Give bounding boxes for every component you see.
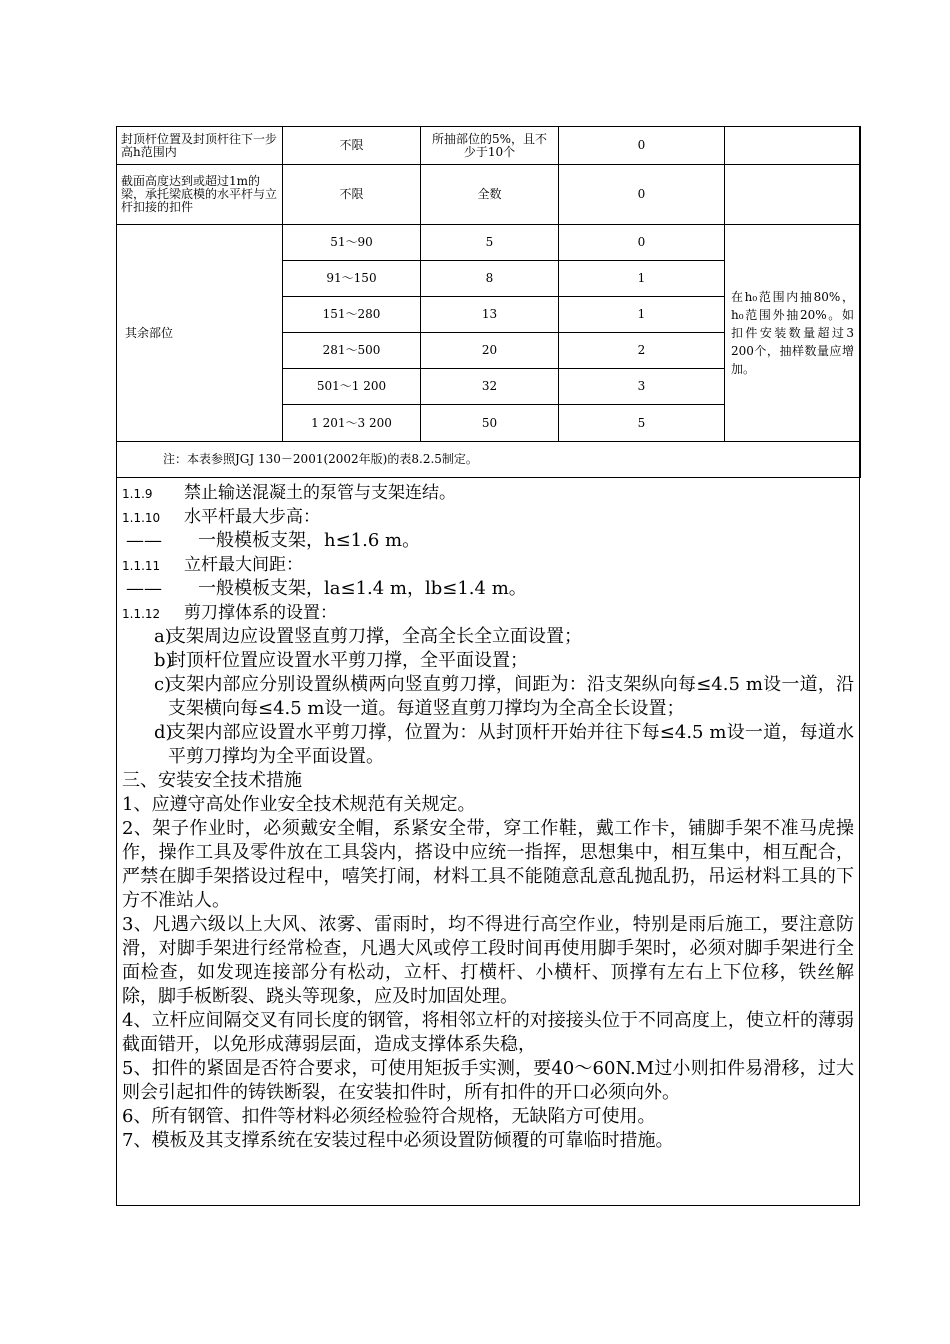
allow-cell: 1 xyxy=(559,261,725,297)
section-number: 1.1.10 xyxy=(122,511,161,525)
sample-cell: 8 xyxy=(421,261,559,297)
list-text: 支架周边应设置竖直剪刀撑，全高全长全立面设置； xyxy=(168,626,582,647)
measure-item: 5、扣件的紧固是否符合要求，可使用矩扳手实测，要40～60N.M过小则扣件易滑移，过大则会引起扣件的铸铁断裂，在安装扣件时，所有扣件的开口必须向外。 xyxy=(122,1058,854,1103)
section-title: 水平杆最大步高： xyxy=(184,507,320,527)
dash-marker: —— xyxy=(126,578,162,599)
allow-cell: 5 xyxy=(559,405,725,442)
allow-cell: 0 xyxy=(559,127,725,165)
measure-item: 3、凡遇六级以上大风、浓雾、雷雨时，均不得进行高空作业，特别是雨后施工，要注意防滑，对脚手架进行经常检查，凡遇大风或停工段时间再使用脚手架时，必须对脚手架进行全面检查，如发现连接部分有松动，立杆、打横杆、小横杆、顶撑有左右上下位移，铁丝解除，脚手板断裂、跷头等现象，应及时加固处理。 xyxy=(122,914,854,1007)
list-item xyxy=(122,721,854,769)
list-item xyxy=(122,649,854,673)
sample-cell: 所抽部位的5%，且不少于10个 xyxy=(421,127,559,165)
allow-cell: 2 xyxy=(559,333,725,369)
measures-heading: 三、安装安全技术措施 xyxy=(122,770,302,791)
sample-cell: 13 xyxy=(421,297,559,333)
section-number: 1.1.9 xyxy=(122,487,153,501)
fastener-inspection-table xyxy=(116,126,861,478)
section-heading xyxy=(122,553,854,577)
measure-item: 4、立杆应间隔交叉有同长度的钢管，将相邻立杆的对接接头位于不同高度上，使立杆的薄弱截面错开，以免形成薄弱层面，造成支撑体系失稳， xyxy=(122,1010,854,1055)
dash-item xyxy=(122,577,854,601)
list-text: 支架内部应设置水平剪刀撑，位置为：从封顶杆开始并往下每≤4.5 m设一道，每道水平剪刀撑均为全平面设置。 xyxy=(168,722,854,767)
section-title: 禁止输送混凝土的泵管与支架连结。 xyxy=(184,483,456,503)
list-letter: d) xyxy=(154,722,173,743)
amount-cell: 91～150 xyxy=(283,261,421,297)
position-cell: 截面高度达到或超过1m的梁，承托梁底模的水平杆与立杆扣接的扣件 xyxy=(117,165,283,225)
amount-cell: 1 201～3 200 xyxy=(283,405,421,442)
allow-cell: 3 xyxy=(559,369,725,405)
list-text: 封顶杆位置应设置水平剪刀撑，全平面设置； xyxy=(168,650,528,671)
allow-cell: 0 xyxy=(559,225,725,261)
list-letter: a) xyxy=(154,626,172,647)
dash-text: 一般模板支架，h≤1.6 m。 xyxy=(198,530,421,551)
measure-item: 2、架子作业时，必须戴安全帽，系紧安全带，穿工作鞋，戴工作卡，铺脚手架不准马虎操作，操作工具及零件放在工具袋内，搭设中应统一指挥，思想集中，相互集中，相互配合，严禁在脚手架搭设过程中，嘻笑打闹，材料工具不能随意乱意乱抛乱扔，吊运材料工具的下方不准站人。 xyxy=(122,818,854,911)
section-number: 1.1.12 xyxy=(122,607,161,621)
dash-item xyxy=(122,529,854,553)
section-number: 1.1.11 xyxy=(122,559,161,573)
other-parts-cell: 其余部位 xyxy=(117,225,283,442)
list-letter: c) xyxy=(154,674,172,695)
list-item xyxy=(122,625,854,649)
empty-cell xyxy=(725,127,861,165)
sample-cell: 50 xyxy=(421,405,559,442)
measure-item: 6、所有钢管、扣件等材料必须经检验符合规格，无缺陷方可使用。 xyxy=(122,1106,656,1127)
table-note: 注：本表参照JGJ 130－2001(2002年版)的表8.2.5制定。 xyxy=(117,442,861,478)
table-row xyxy=(117,442,861,478)
table-row xyxy=(117,165,861,225)
table-row xyxy=(117,225,861,261)
body-text xyxy=(122,481,854,1153)
section-title: 立杆最大间距： xyxy=(184,555,303,575)
section-heading xyxy=(122,505,854,529)
dash-text: 一般模板支架，la≤1.4 m，lb≤1.4 m。 xyxy=(198,578,527,599)
amount-cell: 151～280 xyxy=(283,297,421,333)
section-heading xyxy=(122,481,854,505)
sample-cell: 5 xyxy=(421,225,559,261)
dash-marker: —— xyxy=(126,530,162,551)
amount-cell: 501～1 200 xyxy=(283,369,421,405)
sample-cell: 32 xyxy=(421,369,559,405)
list-item xyxy=(122,673,854,721)
list-letter: b) xyxy=(154,650,173,671)
amount-cell: 281～500 xyxy=(283,333,421,369)
allow-cell: 0 xyxy=(559,165,725,225)
list-text: 支架内部应分别设置纵横两向竖直剪刀撑，间距为：沿支架纵向每≤4.5 m设一道，沿支架横向每≤4.5 m设一道。每道竖直剪刀撑均为全高全长设置； xyxy=(168,674,854,719)
allow-cell: 1 xyxy=(559,297,725,333)
empty-cell xyxy=(725,165,861,225)
measure-item: 7、模板及其支撑系统在安装过程中必须设置防倾覆的可靠临时措施。 xyxy=(122,1130,674,1151)
section-title: 剪刀撑体系的设置： xyxy=(184,603,337,623)
position-cell: 封顶杆位置及封顶杆往下一步高h范围内 xyxy=(117,127,283,165)
sample-cell: 全数 xyxy=(421,165,559,225)
sample-cell: 20 xyxy=(421,333,559,369)
remark-cell: 在h₀范围内抽80%，h₀范围外抽20%。如扣件安装数量超过3 200个，抽样数量应增加。 xyxy=(725,225,861,442)
amount-cell: 不限 xyxy=(283,165,421,225)
amount-cell: 51～90 xyxy=(283,225,421,261)
section-heading xyxy=(122,601,854,625)
table-row xyxy=(117,127,861,165)
amount-cell: 不限 xyxy=(283,127,421,165)
measure-item: 1、应遵守高处作业安全技术规范有关规定。 xyxy=(122,794,476,815)
